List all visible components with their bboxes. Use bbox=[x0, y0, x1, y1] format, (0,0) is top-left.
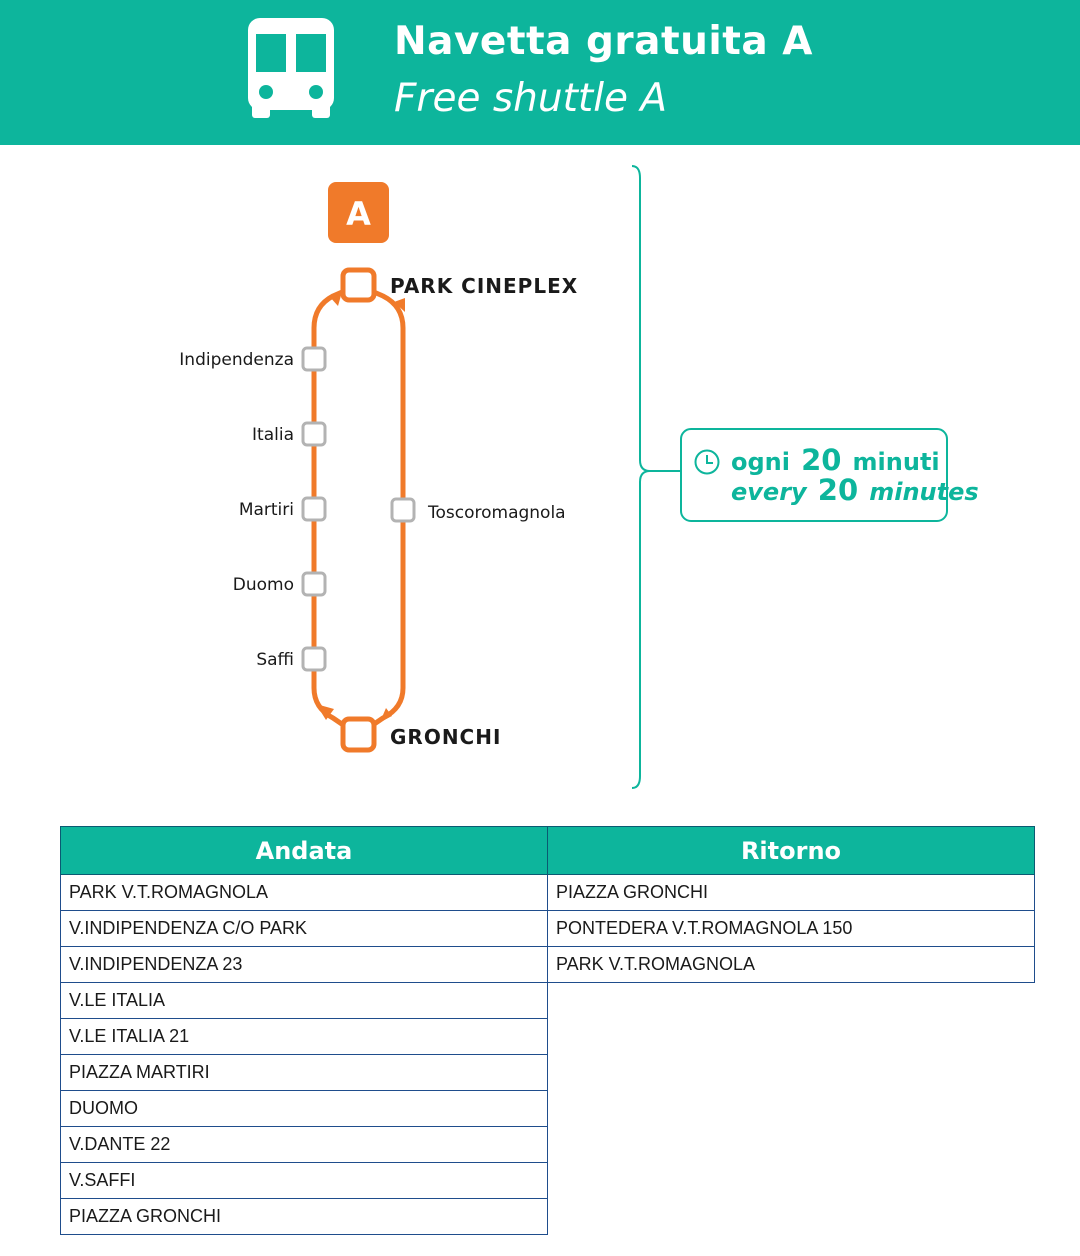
svg-text:Saffi: Saffi bbox=[256, 650, 294, 670]
frequency-italian: ogni 20 minuti bbox=[731, 443, 940, 477]
andata-stop: V.LE ITALIA 21 bbox=[61, 1019, 548, 1055]
stop-saffi bbox=[256, 648, 325, 670]
header-banner bbox=[0, 0, 1080, 145]
andata-stop: PIAZZA GRONCHI bbox=[61, 1199, 548, 1235]
andata-stop: PARK V.T.ROMAGNOLA bbox=[61, 875, 548, 911]
andata-table bbox=[60, 826, 548, 1235]
andata-stop: V.INDIPENDENZA 23 bbox=[61, 947, 548, 983]
terminal-top-label: PARK CINEPLEX bbox=[390, 274, 579, 298]
andata-stop: V.SAFFI bbox=[61, 1163, 548, 1199]
route-line bbox=[314, 285, 403, 735]
route-map bbox=[0, 145, 1080, 805]
ritorno-header: Ritorno bbox=[548, 827, 1035, 875]
title-english: Free shuttle A bbox=[394, 76, 668, 121]
brace bbox=[632, 166, 680, 788]
table-row bbox=[61, 1019, 548, 1055]
svg-text:Italia: Italia bbox=[252, 425, 294, 445]
ritorno-table bbox=[547, 826, 1035, 983]
stop-martiri bbox=[239, 498, 325, 520]
line-badge-label: A bbox=[346, 195, 371, 233]
table-row bbox=[61, 875, 548, 911]
stop-italia bbox=[252, 423, 325, 445]
table-row bbox=[548, 947, 1035, 983]
andata-stop: V.LE ITALIA bbox=[61, 983, 548, 1019]
stop-toscoromagnola bbox=[392, 499, 566, 523]
andata-stop: DUOMO bbox=[61, 1091, 548, 1127]
direction-arrow bbox=[380, 708, 392, 722]
table-row bbox=[61, 911, 548, 947]
table-row bbox=[61, 947, 548, 983]
ritorno-stop: PIAZZA GRONCHI bbox=[548, 875, 1035, 911]
table-row bbox=[61, 1163, 548, 1199]
andata-stop: V.DANTE 22 bbox=[61, 1127, 548, 1163]
title-italian: Navetta gratuita A bbox=[394, 19, 813, 64]
terminal-stop-marker bbox=[343, 719, 374, 750]
terminal-stop-marker bbox=[343, 270, 374, 300]
terminal-bottom-label: GRONCHI bbox=[390, 725, 502, 749]
table-row bbox=[61, 1055, 548, 1091]
table-row bbox=[548, 875, 1035, 911]
table-row bbox=[61, 1127, 548, 1163]
ritorno-stop: PONTEDERA V.T.ROMAGNOLA 150 bbox=[548, 911, 1035, 947]
table-row bbox=[61, 1091, 548, 1127]
svg-text:Toscoromagnola: Toscoromagnola bbox=[428, 503, 566, 523]
svg-text:Martiri: Martiri bbox=[238, 500, 294, 520]
ritorno-stop: PARK V.T.ROMAGNOLA bbox=[548, 947, 1035, 983]
andata-stop: V.INDIPENDENZA C/O PARK bbox=[61, 911, 548, 947]
svg-text:Duomo: Duomo bbox=[232, 575, 294, 595]
andata-stop: PIAZZA MARTIRI bbox=[61, 1055, 548, 1091]
svg-text:Indipendenza: Indipendenza bbox=[179, 350, 294, 370]
table-row bbox=[548, 911, 1035, 947]
table-row bbox=[61, 1199, 548, 1235]
stop-indipendenza bbox=[179, 348, 325, 370]
table-row bbox=[61, 983, 548, 1019]
bus-icon bbox=[246, 16, 336, 120]
stop-duomo bbox=[233, 573, 325, 595]
andata-header: Andata bbox=[61, 827, 548, 875]
frequency-english: every 20 minutes bbox=[731, 473, 979, 507]
